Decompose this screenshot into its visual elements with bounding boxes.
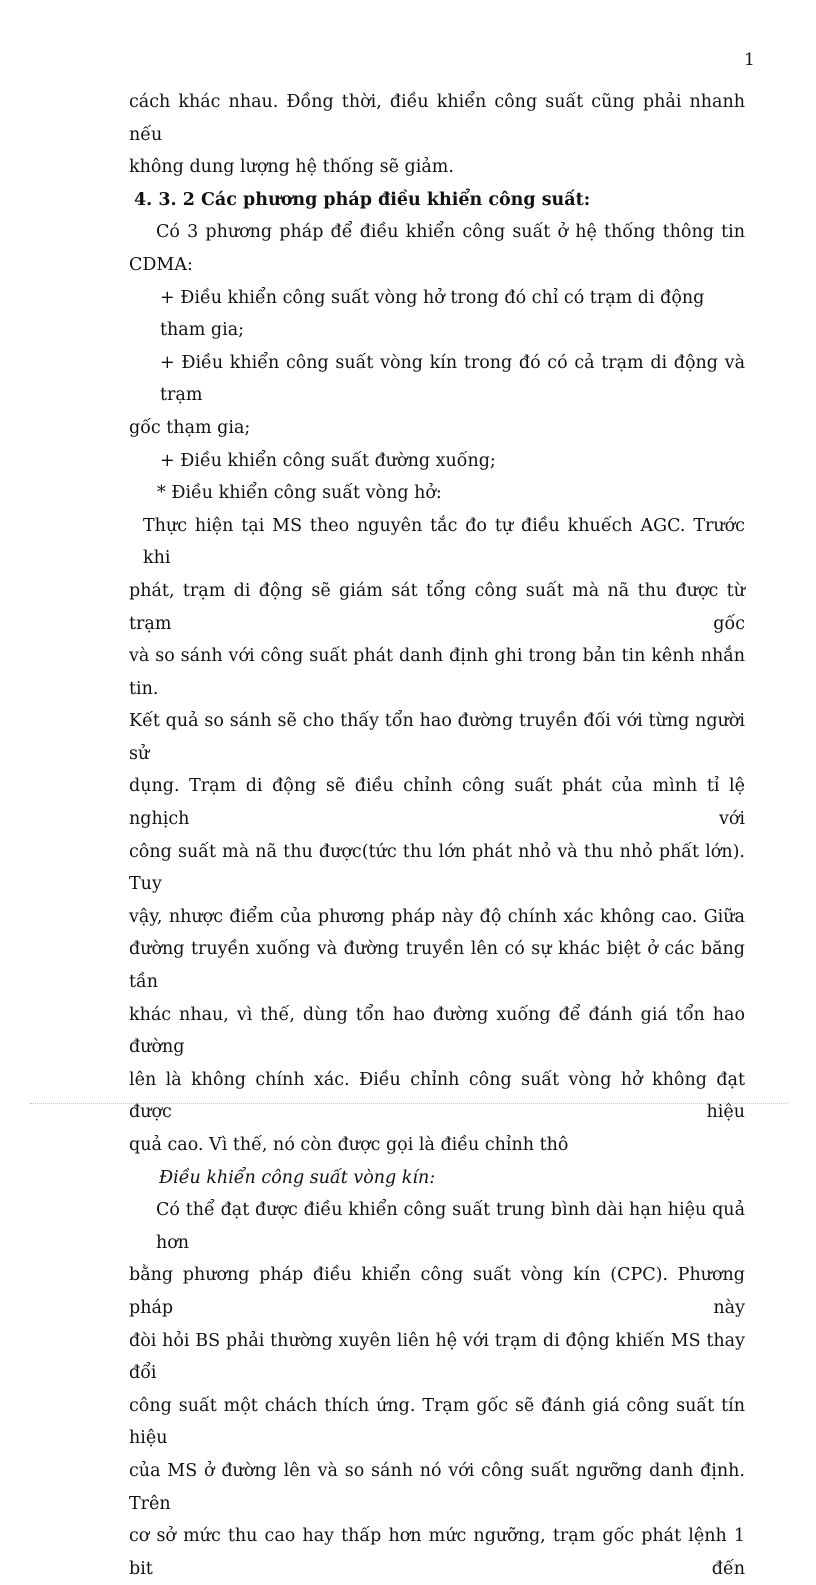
text-line: CDMA: (129, 254, 193, 275)
text-line: quả cao. Vì thế, nó còn được gọi là điều chỉnh thô (129, 1135, 569, 1155)
text-line: Thực hiện tại MS theo nguyên tắc đo tự điều khuếch AGC. Trước khi (143, 515, 745, 569)
subheading: * Điều khiển công suất vòng hở: (157, 483, 442, 504)
text-line: lên là không chính xác. Điều chỉnh công suất vòng hở không đạt được hiệu (129, 1069, 745, 1123)
list-item: + Điều khiển công suất vòng hở trong đó chỉ có trạm di động tham gia; (160, 287, 705, 341)
text-line: cách khác nhau. Đồng thời, điều khiển công suất cũng phải nhanh nếu (129, 92, 745, 145)
text-line: đòi hỏi BS phải thường xuyên liên hệ với trạm di động khiến MS thay đổi (129, 1330, 745, 1384)
list-item: + Điều khiển công suất đường xuống; (160, 450, 496, 471)
text-line: đường truyền xuống và đường truyền lên có sự khác biệt ở các băng tần (129, 939, 745, 993)
text-line: và so sánh với công suất phát danh định ghi trong bản tin kênh nhắn tin. (129, 646, 745, 699)
subheading: Điều khiển công suất vòng kín: (159, 1167, 436, 1188)
text-line: khác nhau, vì thế, dùng tổn hao đường xuống để đánh giá tổn hao đường (129, 1004, 745, 1058)
text-line: vậy, nhược điểm của phương pháp này độ chính xác không cao. Giữa (129, 906, 745, 927)
list-item: + Điều khiển công suất vòng kín trong đó có cả trạm di động và trạm (160, 352, 745, 406)
text-line: cơ sở mức thu cao hay thấp hơn mức ngưỡng, trạm gốc phát lệnh 1 bit đến (129, 1526, 745, 1579)
text-line: Có thể đạt được điều khiển công suất trung bình dài hạn hiệu quả hơn (156, 1200, 745, 1253)
section-heading: 4. 3. 2 Các phương pháp điều khiển công suất: (134, 189, 591, 210)
text-line: Có 3 phương pháp để điều khiển công suất ở hệ thống thông tin (156, 222, 745, 243)
text-line: gốc thạm gia; (129, 417, 251, 438)
text-line: công suất một chách thích ứng. Trạm gốc sẽ đánh giá công suất tín hiệu (129, 1395, 745, 1449)
text-line: phát, trạm di động sẽ giám sát tổng công suất mà nã thu được từ trạm gốc (129, 580, 745, 634)
text-line: không dung lượng hệ thống sẽ giảm. (129, 157, 454, 178)
text-line: dụng. Trạm di động sẽ điều chỉnh công suất phát của mình tỉ lệ nghịch với (129, 776, 745, 830)
text-line: công suất mà nã thu được(tức thu lớn phát nhỏ và thu nhỏ phất lớn). Tuy (129, 841, 745, 895)
page-number: 1 (744, 50, 755, 70)
text-line: bằng phương pháp điều khiển công suất vòng kín (CPC). Phương pháp này (129, 1265, 745, 1318)
text-line: Kết quả so sánh sẽ cho thấy tổn hao đường truyền đối với từng người sử (129, 711, 745, 764)
document-body (129, 86, 745, 1585)
text-line: của MS ở đường lên và so sánh nó với công suất ngưỡng danh định. Trên (129, 1460, 745, 1514)
footer-divider (30, 1103, 788, 1104)
